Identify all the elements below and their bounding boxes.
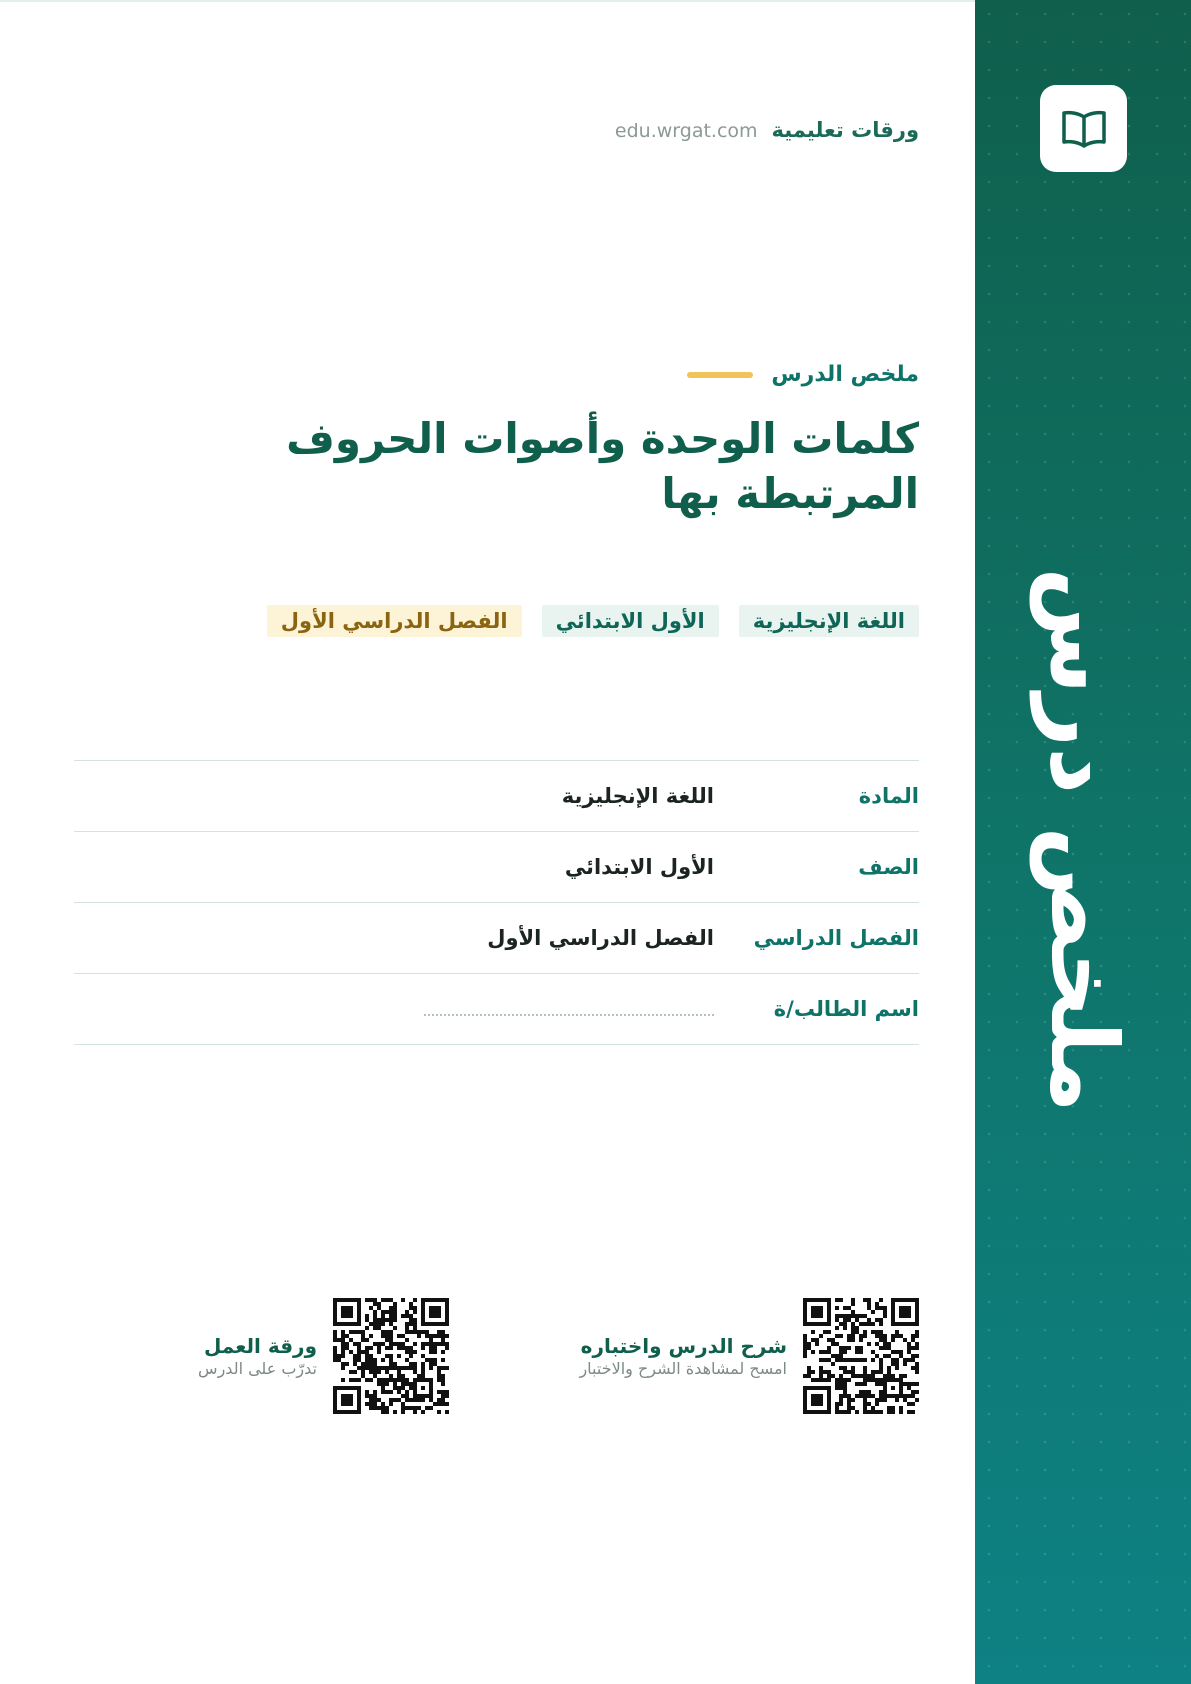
qr-code-lesson[interactable] [803,1294,919,1418]
page-title: كلمات الوحدة وأصوات الحروف المرتبطة بها [286,414,919,518]
tag-term: الفصل الدراسي الأول [267,605,522,637]
open-book-icon [1061,109,1107,149]
term-label: الفصل الدراسي [753,926,919,950]
qr-lesson-block [579,1294,919,1418]
student-name-field[interactable] [424,1014,714,1016]
subject-label: المادة [858,784,919,808]
info-row-student [74,974,919,1045]
brand-header [615,118,919,142]
qr-lesson-title: شرح الدرس واختباره [580,1334,787,1358]
eyebrow [687,362,919,387]
term-value: الفصل الدراسي الأول [487,926,714,950]
logo-badge [1040,85,1127,172]
side-band [975,0,1191,1684]
info-table [74,760,919,1045]
student-label: اسم الطالب/ة [773,997,919,1021]
info-row-grade [74,832,919,903]
info-row-subject [74,761,919,832]
brand-name: ورقات تعليمية [771,118,919,142]
qr-worksheet-title: ورقة العمل [203,1334,317,1358]
info-row-term [74,903,919,974]
qr-worksheet-subtitle: تدرّب على الدرس [198,1359,317,1378]
eyebrow-label: ملخص الدرس [771,362,919,387]
band-title: ملخص درس [1030,567,1137,1113]
tag-list [267,605,919,637]
tag-subject: اللغة الإنجليزية [739,605,919,637]
grade-label: الصف [858,855,919,879]
qr-worksheet-block [198,1294,449,1418]
grade-value: الأول الابتدائي [564,855,714,879]
qr-code-worksheet[interactable] [333,1294,449,1418]
tag-grade: الأول الابتدائي [542,605,719,637]
qr-worksheet-text [198,1333,317,1379]
qr-lesson-subtitle: امسح لمشاهدة الشرح والاختبار [579,1359,787,1378]
eyebrow-accent-bar [687,372,753,378]
brand-url[interactable]: edu.wrgat.com [614,120,758,142]
qr-lesson-text [579,1333,787,1379]
subject-value: اللغة الإنجليزية [561,784,714,808]
